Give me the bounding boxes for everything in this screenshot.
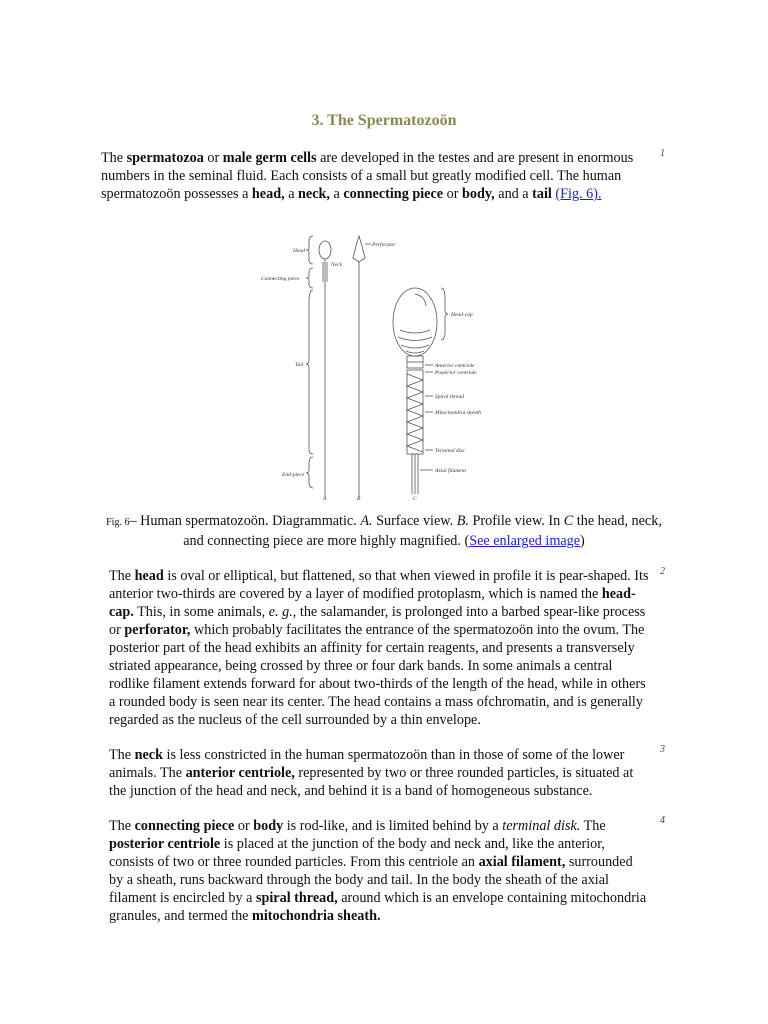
text: the head, neck, and connecting piece are more highly magnified. ( [183, 513, 662, 549]
paragraph-3 [101, 746, 649, 800]
head-band [400, 330, 430, 333]
paragraph-number: 3 [660, 744, 665, 755]
sperm-a-head [319, 241, 331, 259]
text: A. [360, 513, 373, 529]
page-title: 3. The Spermatozoön [311, 112, 457, 129]
label-anterior-centriole: Anterior centriole [435, 363, 475, 369]
label-axial-filament: Axial filament [435, 468, 467, 474]
paragraph-number: 1 [660, 148, 665, 159]
term-connecting-piece: connecting piece [343, 186, 444, 202]
term-connecting-piece: connecting piece [134, 818, 235, 834]
term-head: head [134, 568, 164, 584]
term-perforator: perforator, [124, 622, 191, 638]
term-body: body [253, 818, 284, 834]
text: a [329, 186, 344, 202]
head-band [398, 337, 432, 341]
label-posterior-centriole: Posterior centriole [435, 370, 477, 376]
text: Profile view. In [468, 513, 564, 529]
text: is placed at the junction of the body and neck and, like the anterior, consists of two or three rounded particles. From this centriole an [109, 836, 605, 870]
label-perforator: Perforator [372, 242, 396, 248]
text: around which is an envelope containing mitochondria granules, and termed the [109, 890, 647, 924]
term-neck: neck [134, 747, 163, 763]
term-head: head, [251, 186, 285, 202]
term-spermatozoa: spermatozoa [126, 150, 204, 166]
text: a [284, 186, 299, 202]
text: or [234, 818, 254, 834]
term-anterior-centriole: anterior centriole, [185, 765, 295, 781]
text: surrounded by a sheath, runs backward through the body and tail. In the body the sheath of the axial filament is encircled by a [109, 854, 633, 906]
text: which probably facilitates the entrance of the spermatozoön into the ovum. The posterior part of the head exhibits an affinity for certain reagents, and presents a transversely striated appearance, being crossed by three or four dark bands. In some animals a central rodlike filament extends forward for about two-thirds of the length of the head, while in others a rounded body is seen near its center. The head contains a mass ofchromatin, and is generally regarded as the nucleus of the cell surrounded by a thin envelope. [109, 622, 646, 728]
spiral-thread [407, 374, 423, 452]
term-male-germ-cells: male germ cells [222, 150, 317, 166]
text: C [563, 513, 574, 529]
text: is less constricted in the human spermatozoön than in those of some of the lower animals. The [109, 747, 625, 781]
label-tail: Tail [295, 362, 304, 368]
label-connecting-piece: Connecting piece [261, 276, 300, 282]
text: or [443, 186, 462, 202]
caption-fig-label: Fig. 6 [106, 517, 130, 528]
text: This, in some animals, [133, 604, 269, 620]
label-end-piece: End-piece [282, 472, 305, 478]
sperm-b-head [353, 236, 365, 262]
head-band [406, 351, 424, 353]
text: terminal disk. [502, 818, 581, 834]
label-head-cap: Head-cap [451, 312, 473, 318]
text: Surface view. [372, 513, 457, 529]
head-band [401, 345, 429, 348]
term-tail: tail [532, 186, 552, 202]
text: the salamander, is prolonged into a barbed spear-like process or [109, 604, 646, 638]
text: is oval or elliptical, but flattened, so that when viewed in profile it is pear-shaped. Its anterior two-thirds are covered by a layer of modified protoplasm, which is named the [109, 568, 649, 602]
text: – Human spermatozoön. Diagrammatic. [129, 513, 361, 529]
paragraph-1 [101, 149, 649, 203]
head-cap-curl [415, 294, 426, 306]
text: The [101, 150, 127, 166]
term-posterior-centriole: posterior centriole [109, 836, 221, 852]
paragraph-2 [101, 567, 649, 729]
text: is rod-like, and is limited behind by a [283, 818, 503, 834]
text: B. [456, 513, 469, 529]
text: e. g., [268, 604, 297, 620]
label-c: C [413, 496, 417, 502]
term-neck: neck, [298, 186, 330, 202]
text: are developed in the testes and are present in enormous numbers in the seminal fluid. Each consists of a small but greatly modified cell. The human spermatozoön possesses a [101, 150, 634, 202]
label-neck: Neck [331, 262, 342, 268]
text: The [109, 568, 135, 584]
text: and a [494, 186, 533, 202]
term-mitochondria-sheath: mitochondria sheath. [252, 908, 381, 924]
label-spiral-thread: Spiral thread [435, 394, 464, 400]
text: The [109, 818, 135, 834]
paragraph-number: 4 [660, 815, 665, 826]
text: The [109, 747, 135, 763]
term-head-cap: head-cap. [109, 586, 636, 620]
paragraph-4 [101, 817, 649, 925]
text: or [203, 150, 223, 166]
text: The [580, 818, 606, 834]
label-b: B [357, 496, 361, 502]
term-body: body, [461, 186, 495, 202]
fig-6-link[interactable]: (Fig. 6). [555, 186, 602, 202]
text: ) [580, 533, 585, 549]
label-terminal-disc: Terminal disc [435, 448, 465, 454]
label-a: A [323, 496, 327, 502]
term-axial-filament: axial filament, [478, 854, 566, 870]
label-mitochondria-sheath: Mitochondria sheath [435, 410, 481, 416]
paragraph-number: 2 [660, 566, 665, 577]
figure-caption [101, 512, 667, 551]
sperm-c-head [393, 288, 437, 356]
term-spiral-thread: spiral thread, [255, 890, 338, 906]
text: represented by two or three rounded particles, is situated at the junction of the head and neck, and behind it is a band of homogeneous substance. [109, 765, 634, 799]
spermatozoon-figure [255, 232, 505, 502]
label-head: Head [293, 248, 305, 254]
enlarged-image-link[interactable]: See enlarged image [469, 533, 581, 549]
